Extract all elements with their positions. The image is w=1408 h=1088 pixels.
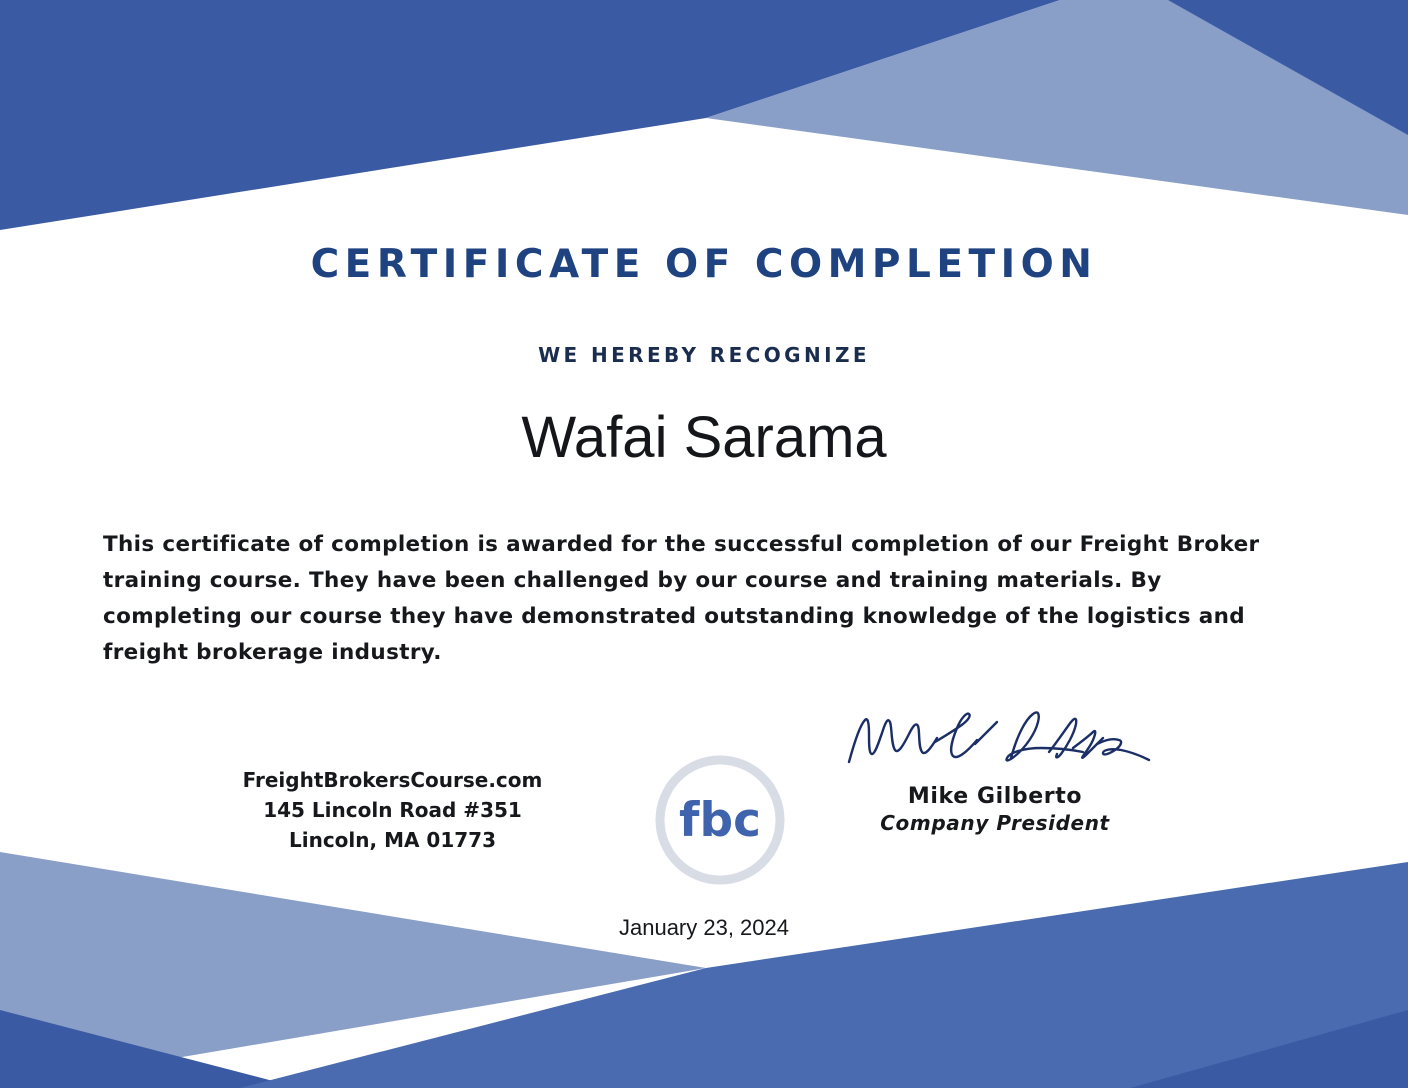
recipient-name: Wafai Sarama: [521, 405, 887, 470]
fbc-logo-icon: [650, 750, 790, 890]
certificate-title: CERTIFICATE OF COMPLETION: [310, 242, 1098, 287]
issue-date: January 23, 2024: [618, 915, 790, 940]
issuer-address-block: [130, 765, 655, 855]
issuer-address-line2: Lincoln, MA 01773: [288, 828, 496, 852]
signature-block: [820, 700, 1170, 835]
issuer-website: FreightBrokersCourse.com: [242, 768, 543, 792]
fbc-logo-text: fbc: [679, 793, 761, 848]
issuer-address-line1: 145 Lincoln Road #351: [263, 798, 522, 822]
certificate-body-text: This certificate of completion is awarded for the successful completion of our Freight Broker training course. They have been challenged by our course and training materials. By completing our course they have demonstrated outstanding knowledge of the logistics and freight brokerage industry.: [103, 532, 1260, 665]
signatory-name: Mike Gilberto: [907, 784, 1083, 809]
certificate-subtitle: WE HEREBY RECOGNIZE: [538, 343, 870, 367]
signatory-role: Company President: [880, 811, 1110, 835]
fbc-logo: [650, 750, 790, 890]
signature-icon: [835, 700, 1155, 780]
